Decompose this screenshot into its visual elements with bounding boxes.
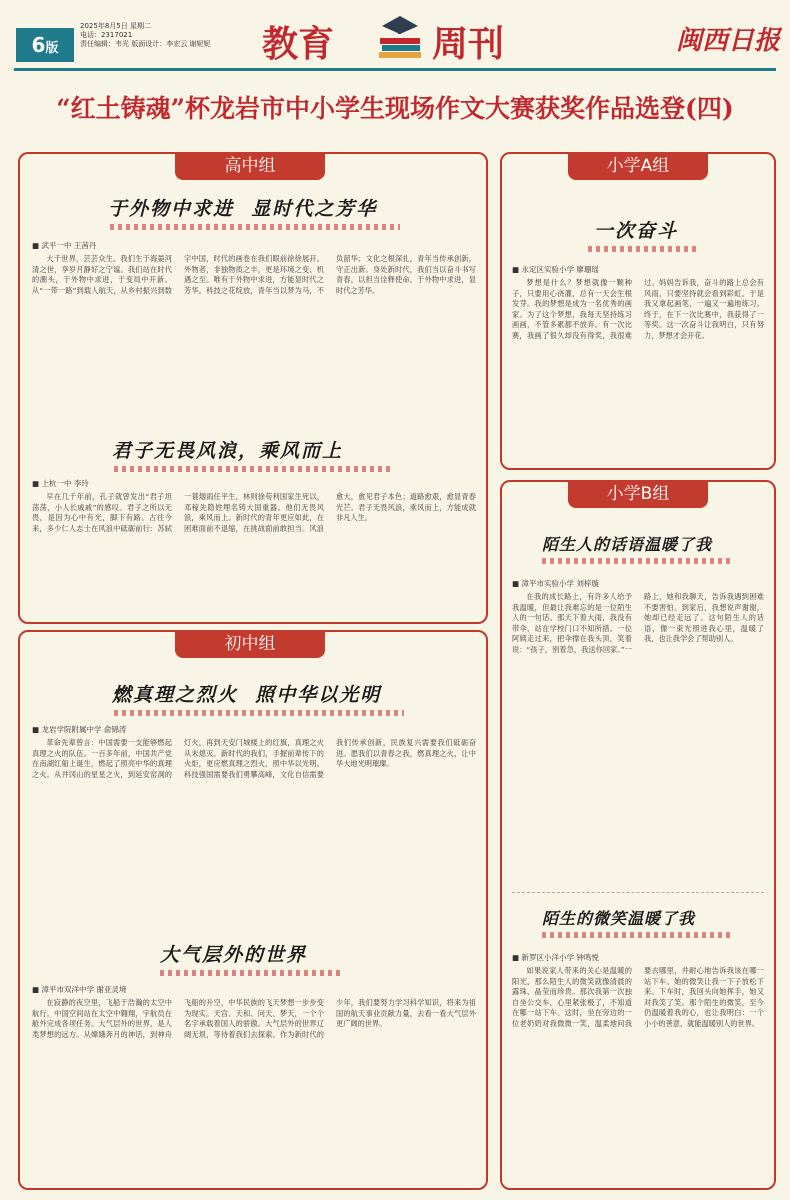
article-title-part-a: 于外物中求进 [108,198,235,220]
article-author: ■ 漳平市实验小学 刘梓璇 [512,579,599,588]
article-title [594,216,678,243]
column-masthead [262,6,552,68]
article-title-part-b: 乘风而上 [259,440,344,462]
article-paragraph: 在我的成长路上，有许多人给予我温暖，但最让我难忘的是一位陌生人的一句话。那天下着大雨，我没有带伞，站在学校门口不知所措。一位阿姨走过来，把伞撑在我头顶，笑着说：“孩子，别着急，我送你回家。”一路上，她和我聊天，告诉我遇到困难不要害怕。到家后，我想说声谢谢，她却已经走远了。这句陌生人的话语，像一束光照进我心里，温暖了我，也让我学会了帮助别人。 [512,592,764,654]
article-paragraph: 在寂静的夜空里，飞船于浩瀚的太空中航行。中国空间站在太空中翱翔，宇航员在舱外完成各项任务。大气层外的世界，是人类梦想的远方。从嫦娥奔月的神话，到神舟飞船的升空，中华民族的飞天梦想一步步变为现实。天宫、天和、问天、梦天，一个个名字承载着国人的骄傲。大气层外的世界辽阔无垠，等待着我们去探索。作为新时代的少年，我们要努力学习科学知识，将来为祖国的航天事业贡献力量，去看一看大气层外更广阔的世界。 [32,998,476,1039]
article-body [32,998,476,1178]
article-title-part-b: 照中华以光明 [255,684,382,706]
article-paragraph: 如果说家人带来的关心是温暖的阳光，那么陌生人的微笑就像清晨的露珠，晶莹而珍贵。那次我第一次独自坐公交车，心里紧张极了，不知道在哪一站下车。这时，坐在旁边的一位老奶奶对我微微一笑，温柔地问我要去哪里，并耐心地告诉我该在哪一站下车。她的微笑让我一下子放松下来。下车时，我回头向她挥手，她又对我笑了笑。那个陌生的微笑，至今仍温暖着我的心，也让我明白：一个小小的善意，就能温暖别人的世界。 [512,966,764,1028]
page-title: “红土铸魂”杯龙岩市中小学生现场作文大赛获奖作品选登(四) [56,94,734,123]
editors-line: 责任编辑：韦光 版面设计：李宏云 谢妮妮 [80,40,211,48]
title-underline [110,224,400,230]
section-tab-high-school: 高中组 [175,152,325,180]
page-meta [80,22,270,49]
article-title-part-a: 大气层外的世界 [160,944,308,966]
article-title-part-a: 陌生人的话语温暖了我 [542,535,713,554]
panel-primary-a [500,152,776,470]
article-body [512,966,764,1178]
article-title-part-a: 燃真理之烈火 [112,684,239,706]
article-paragraph: 梦想是什么？梦想就像一颗种子，只要用心浇灌，总有一天会生根发芽。我的梦想是成为一名优秀的画家。为了这个梦想，我每天坚持练习画画，不管多累都不放弃。有一次比赛，我画了很久却没有得奖，我很难过。妈妈告诉我，奋斗的路上总会有风雨，只要坚持就会看到彩虹。于是我又拿起画笔，一遍又一遍地练习。终于，在下一次比赛中，我获得了一等奖。这一次奋斗让我明白，只有努力，梦想才会开花。 [512,278,764,340]
issue-date: 2025年8月5日 星期二 [80,22,151,30]
column-title-right: 周刊 [432,23,505,65]
article-body [32,492,476,614]
page-number: 6 [31,33,46,57]
article-title-part-b: 显时代之芳华 [251,198,378,220]
page-unit: 版 [45,41,59,56]
title-underline [588,246,698,252]
article-title [160,940,307,967]
newspaper-logo: 闽西日报 [675,26,780,56]
article-body [512,592,764,882]
section-tab-primary-b: 小学B组 [568,480,708,508]
article-title-part-a: 一次奋斗 [594,220,679,242]
panel-primary-b [500,480,776,1190]
article-title [542,906,695,929]
article-body [32,254,476,422]
title-underline [160,970,340,976]
article-body [32,738,476,920]
column-title-left: 教育 [262,23,335,65]
title-underline [542,558,732,564]
article-author: ■ 龙岩学院附属中学 俞锦涛 [32,725,127,734]
header-rule [14,68,776,71]
article-divider [512,892,764,893]
page-number-banner [16,28,74,62]
panel-middle-school [18,630,488,1190]
article-paragraph: 早在几千年前，孔子就曾发出“君子坦荡荡，小人长戚戚”的感叹。君子之所以无畏，是因为心中有光，脚下有路。古往今来，多少仁人志士在风浪中砥砺前行：苏轼一蓑烟雨任平生，林则徐苟利国家生死以，邓稼先隐姓埋名铸大国重器。他们无畏风浪，乘风而上。新时代的青年更应如此，在困难面前不退缩，在挑战面前敢担当。风浪愈大，愈见君子本色；道路愈艰，愈显青春光芒。君子无畏风浪，乘风而上，方能成就非凡人生。 [32,492,476,533]
article-author: ■ 武平一中 王茜丹 [32,241,97,250]
section-tab-primary-a: 小学A组 [568,152,708,180]
article-author: ■ 永定区实验小学 廖珊瑶 [512,265,599,274]
panel-high-school [18,152,488,624]
article-author: ■ 漳平市双洋中学 谢亚灵境 [32,985,127,994]
article-body [512,278,764,458]
section-tab-middle-school: 初中组 [175,630,325,658]
title-underline [114,710,404,716]
article-title [542,532,712,555]
article-paragraph: 大千世界，芸芸众生。我们生于海晏河清之世，享岁月静好之宁谧。我们站在时代的潮头，于外物中求进，于变局中开新。从“一带一路”到载人航天，从乡村振兴到数字中国，时代的画卷在我们眼前徐徐展开。外物者，非独物质之丰，更是环境之变、机遇之至。唯有于外物中求进，方能显时代之芳华。科技之花绽放，青年当以梦为马，不负韶华；文化之根深扎，青年当传承创新，守正出新。身处新时代，我们当以奋斗书写青春，以担当诠释使命，于外物中求进，显时代之芳华。 [32,254,476,295]
article-title-part-a: 君子无畏风浪 [112,440,239,462]
article-title-part-a: 陌生的微笑温暖了我 [542,909,696,928]
article-paragraph: 革命先辈曾言：中国需要一支能够燃起真理之火的队伍。一百多年前，中国共产党在南湖红船上诞生，燃起了照亮中华的真理之火。从井冈山的星星之火，到延安窑洞的灯火，再到天安门城楼上的红旗，真理之火从未熄灭。新时代的我们，手握前辈传下的火炬，更应燃真理之烈火，照中华以光明。科技强国需要我们勇攀高峰，文化自信需要我们传承创新，民族复兴需要我们砥砺奋进。愿我们以青春之我，燃真理之火，让中华大地光明璀璨。 [32,738,476,779]
article-title [108,194,377,221]
title-underline [114,466,394,472]
contact-phone: 电话：2317021 [80,31,133,39]
books-icon [374,12,426,62]
article-author: ■ 上杭一中 李玲 [32,479,89,488]
article-title: 君子无畏风浪，乘风而上 [112,440,344,462]
article-author: ■ 新罗区小洋小学 钟鸣悦 [512,953,599,962]
title-underline [542,932,732,938]
article-title [112,680,381,707]
